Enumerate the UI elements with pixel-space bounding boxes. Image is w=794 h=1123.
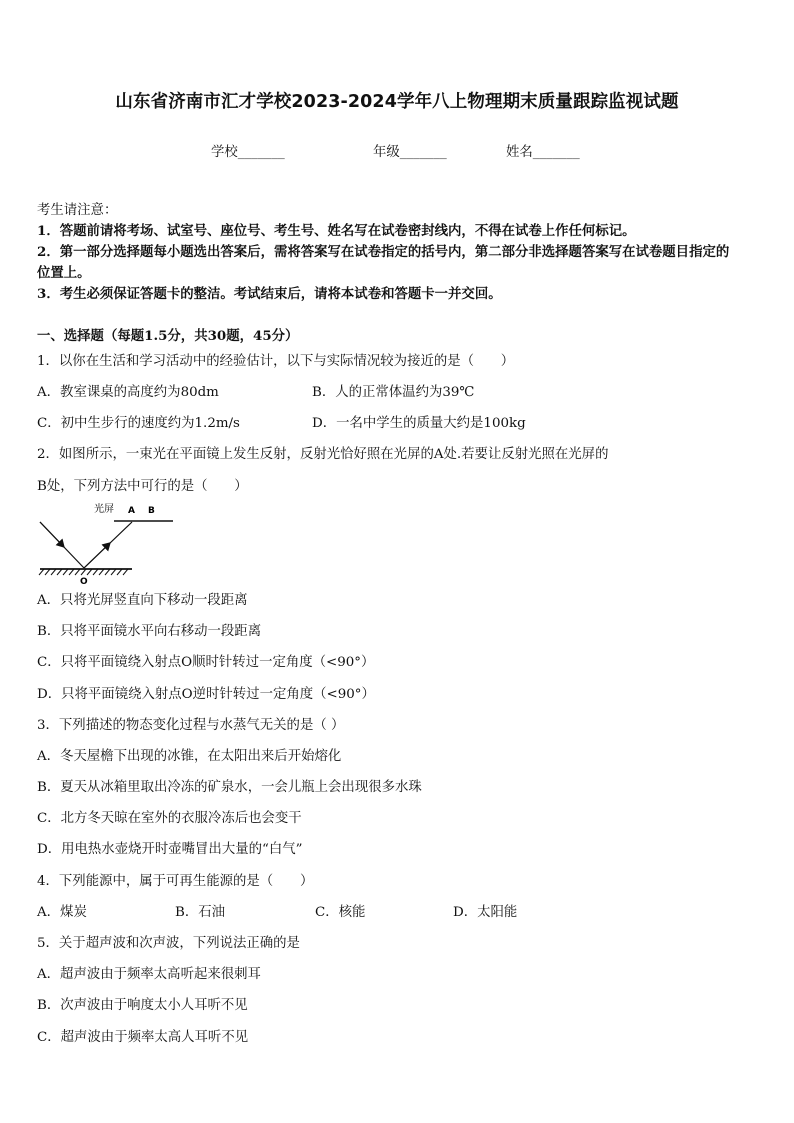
q3-option-a[interactable]: A．冬天屋檐下出现的冰锥，在太阳出来后开始熔化: [37, 749, 342, 764]
q1-option-d[interactable]: D．一名中学生的质量大约是100kg: [312, 416, 526, 431]
notice-item-3: 3．考生必须保证答题卡的整洁。考试结束后，请将本试卷和答题卡一并交回。: [37, 286, 502, 302]
mirror-hatching: [39, 569, 128, 575]
school-field[interactable]: 学校_______: [211, 145, 285, 160]
q1-option-a[interactable]: A．教室课桌的高度约为80dm: [37, 385, 219, 400]
q2-option-c[interactable]: C．只将平面镜绕入射点O顺时针转过一定角度（<90°）: [37, 655, 375, 670]
q4-option-b[interactable]: B．石油: [175, 905, 226, 920]
reflected-arrow: [84, 543, 110, 568]
q4-option-a[interactable]: A．煤炭: [37, 905, 87, 920]
q1-stem: 1．以你在生活和学习活动中的经验估计，以下与实际情况较为接近的是（ ）: [37, 354, 515, 369]
q2-stem-line1: 2．如图所示，一束光在平面镜上发生反射，反射光恰好照在光屏的A处.若要让反射光照在光屏的: [37, 447, 609, 462]
notice-item-2-cont: 位置上。: [37, 265, 91, 281]
q2-option-a[interactable]: A．只将光屏竖直向下移动一段距离: [37, 593, 248, 608]
q1-option-b[interactable]: B．人的正常体温约为39℃: [312, 385, 475, 400]
q4-stem: 4．下列能源中，属于可再生能源的是（ ）: [37, 874, 314, 889]
q3-option-d[interactable]: D．用电热水壶烧开时壶嘴冒出大量的“白气”: [37, 842, 303, 857]
notice-item-2: 2．第一部分选择题每小题选出答案后，需将答案写在试卷指定的括号内，第二部分非选择题答案写在试卷题目指定的: [37, 244, 730, 260]
notice-item-1: 1．答题前请将考场、试室号、座位号、考生号、姓名写在试卷密封线内，不得在试卷上作任何标记。: [37, 223, 636, 239]
point-a-label: A: [128, 506, 135, 516]
q3-stem: 3．下列描述的物态变化过程与水蒸气无关的是（ ）: [37, 718, 345, 733]
q5-option-a[interactable]: A．超声波由于频率太高听起来很刺耳: [37, 967, 261, 982]
q2-option-b[interactable]: B．只将平面镜水平向右移动一段距离: [37, 624, 262, 639]
screen-label: 光屏: [94, 504, 114, 515]
q3-option-c[interactable]: C．北方冬天晾在室外的衣服冷冻后也会变干: [37, 811, 302, 826]
point-b-label: B: [148, 506, 155, 516]
section-heading: 一、选择题（每题1.5分，共30题，45分）: [37, 328, 299, 344]
incident-arrow: [40, 522, 64, 547]
q4-option-c[interactable]: C．核能: [315, 905, 366, 920]
point-o-label: O: [80, 577, 88, 586]
reflection-diagram: [36, 500, 176, 586]
grade-field[interactable]: 年级_______: [373, 145, 447, 160]
q5-option-c[interactable]: C．超声波由于频率太高人耳听不见: [37, 1030, 249, 1045]
q4-option-d[interactable]: D．太阳能: [453, 905, 518, 920]
q1-option-c[interactable]: C．初中生步行的速度约为1.2m/s: [37, 416, 240, 431]
q2-stem-line2: B处，下列方法中可行的是（ ）: [37, 479, 248, 494]
q5-stem: 5．关于超声波和次声波，下列说法正确的是: [37, 936, 300, 951]
q5-option-b[interactable]: B．次声波由于响度太小人耳听不见: [37, 998, 248, 1013]
notice-heading: 考生请注意：: [37, 203, 118, 218]
q3-option-b[interactable]: B．夏天从冰箱里取出冷冻的矿泉水，一会儿瓶上会出现很多水珠: [37, 780, 422, 795]
q2-option-d[interactable]: D．只将平面镜绕入射点O逆时针转过一定角度（<90°）: [37, 687, 375, 702]
exam-title: 山东省济南市汇才学校2023-2024学年八上物理期末质量跟踪监视试题: [115, 92, 679, 112]
name-field[interactable]: 姓名_______: [506, 145, 580, 160]
